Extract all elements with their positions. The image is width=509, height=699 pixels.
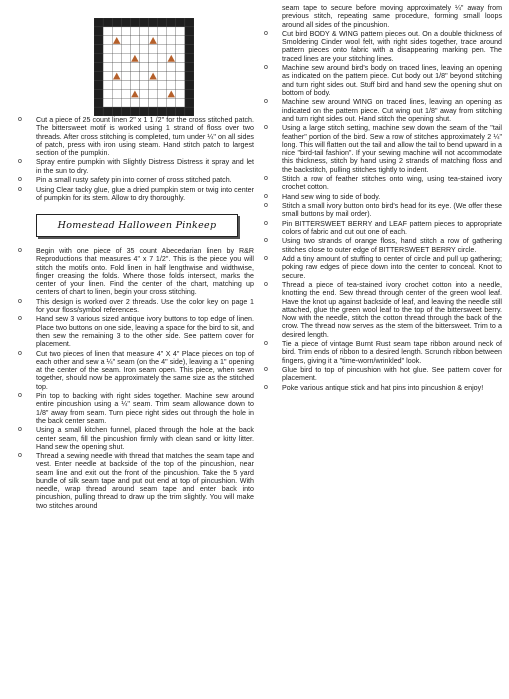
motif-border-cell <box>130 107 139 116</box>
motif-cell <box>149 27 158 36</box>
motif-cell <box>103 89 112 98</box>
motif-cell <box>112 54 121 63</box>
pinkeep-step-item-text: Hand sew 3 various sized antique ivory buttons to top edge of linen. Place two buttons on one side, leaving a space for the bird to sit, and then sew the remaining 3 to the other side. See pattern cover for placement. <box>36 315 254 349</box>
motif-cell <box>176 71 185 80</box>
pumpkin-step-item-text: Spray entire pumpkin with Slightly Distress Distress it spray and let in the sun to dry. <box>36 158 254 175</box>
motif-border-cell <box>121 18 130 27</box>
bird-step-item <box>262 64 502 97</box>
motif-cell <box>158 54 167 63</box>
motif-cell <box>176 80 185 89</box>
motif-border-cell <box>185 98 194 107</box>
motif-cell <box>149 98 158 107</box>
motif-border-cell <box>94 45 103 54</box>
pumpkin-step-item-text: Pin a small rusty safety pin into corner of cross stitched patch. <box>36 176 232 185</box>
motif-cell <box>149 54 158 63</box>
bird-steps-list <box>262 30 502 392</box>
section-title <box>36 214 238 237</box>
bullet-icon: o <box>264 281 268 289</box>
motif-cell <box>103 36 112 45</box>
motif-border-cell <box>149 107 158 116</box>
pumpkin-steps-list <box>16 116 254 202</box>
pinkeep-step-item-text: Begin with one piece of 35 count Abecedarian linen by R&R Reproductions that measures 4" x 7 1/2". This is the piece you will stitch the motifs onto. Fold linen in half lengthwise and widthwise, finger creasing the folds. Where those folds intersect, marks the center of your linen. Find the center of the chart, matching up centers of chart to linen, begin your cross stitching. <box>36 247 254 297</box>
motif-border-cell <box>103 18 112 27</box>
bird-step-item <box>262 30 502 63</box>
motif-border-cell <box>139 18 148 27</box>
motif-cell <box>149 45 158 54</box>
motif-cell <box>139 27 148 36</box>
motif-cell <box>121 71 130 80</box>
pinkeep-step-item <box>16 247 254 297</box>
motif-cell <box>158 45 167 54</box>
motif-cell <box>121 45 130 54</box>
bullet-icon: o <box>18 426 22 434</box>
pinkeep-step-item <box>16 392 254 425</box>
bird-step-item-text: Add a tiny amount of stuffing to center of circle and pull up gathering; poking raw edges of piece down into the center to conceal. Knot to secure. <box>282 255 502 280</box>
motif-cell <box>167 45 176 54</box>
motif-border-cell <box>112 18 121 27</box>
bullet-icon: o <box>18 176 22 184</box>
motif-border-cell <box>176 18 185 27</box>
motif-cell <box>167 27 176 36</box>
motif-cell <box>112 80 121 89</box>
motif-border-cell <box>167 107 176 116</box>
right-column <box>262 4 502 393</box>
bullet-icon: o <box>18 349 22 357</box>
bird-step-item <box>262 366 502 383</box>
motif-cell <box>121 89 130 98</box>
motif-cell <box>158 36 167 45</box>
bullet-icon: o <box>264 340 268 347</box>
bird-step-item <box>262 220 502 237</box>
motif-border-cell <box>158 18 167 27</box>
motif-cell <box>121 63 130 72</box>
motif-cell <box>121 27 130 36</box>
motif-cell <box>167 63 176 72</box>
bird-step-item <box>262 384 502 392</box>
motif-border-cell <box>94 98 103 107</box>
pumpkin-step-item <box>16 176 254 184</box>
bullet-icon: o <box>264 383 268 391</box>
motif-cell <box>112 45 121 54</box>
motif-cell <box>103 98 112 107</box>
motif-cell <box>130 63 139 72</box>
bullet-icon: o <box>18 158 22 166</box>
pumpkin-step-item <box>16 186 254 203</box>
motif-border-cell <box>94 71 103 80</box>
bird-step-item-text: Glue bird to top of pincushion with hot glue. See pattern cover for placement. <box>282 365 502 383</box>
bullet-icon: o <box>264 174 268 182</box>
bird-step-item-text: Poke various antique stick and hat pins into pincushion & enjoy! <box>282 383 484 392</box>
motif-border-cell <box>94 80 103 89</box>
pinkeep-step-item-text: This design is worked over 2 threads. Use the color key on page 1 for your floss/symbol references. <box>36 297 254 314</box>
motif-cell <box>112 27 121 36</box>
motif-cell <box>158 63 167 72</box>
bird-step-item-text: Stitch a row of feather stitches onto wing, using tea-stained ivory crochet cotton. <box>282 174 502 192</box>
pinkeep-step-item <box>16 315 254 348</box>
bullet-icon: o <box>264 202 268 210</box>
motif-cell <box>176 36 185 45</box>
motif-cell <box>149 63 158 72</box>
motif-cell <box>112 89 121 98</box>
motif-border-cell <box>121 107 130 116</box>
motif-cell <box>103 54 112 63</box>
motif-cell <box>158 27 167 36</box>
motif-cell <box>103 27 112 36</box>
motif-border-cell <box>94 89 103 98</box>
motif-cell <box>158 98 167 107</box>
motif-cell <box>167 36 176 45</box>
pumpkin-step-item-text: Using Clear tacky glue, glue a dried pumpkin stem or twig into center of pumpkin for its stem. Allow to dry thoroughly. <box>36 185 254 202</box>
bittersweet-motif-chart <box>94 18 194 116</box>
bullet-icon: o <box>18 116 22 123</box>
motif-cell <box>103 80 112 89</box>
motif-cell <box>130 36 139 45</box>
motif-border-cell <box>94 36 103 45</box>
pinkeep-step-item-text: Using a small kitchen funnel, placed through the hole at the back center seam, fill the pincushion firmly with clean sand or kitty litter. Hand sew the opening shut. <box>36 426 254 451</box>
motif-border-cell <box>176 107 185 116</box>
motif-cell <box>176 98 185 107</box>
bullet-icon: o <box>264 29 268 37</box>
bird-step-item <box>262 340 502 365</box>
motif-cell <box>139 80 148 89</box>
bird-step-item-text: Pin BITTERSWEET BERRY and LEAF pattern pieces to appropriate colors of fabric and cut out one of each. <box>282 219 502 236</box>
bullet-icon: o <box>264 64 268 72</box>
bullet-icon: o <box>264 255 268 263</box>
motif-cell <box>139 71 148 80</box>
motif-border-cell <box>149 18 158 27</box>
pinkeep-step-item <box>16 298 254 315</box>
motif-cell <box>176 45 185 54</box>
motif-cell <box>139 89 148 98</box>
motif-cell <box>121 36 130 45</box>
motif-cell <box>130 45 139 54</box>
bird-step-item-text: Stitch a small ivory button onto bird's head for its eye. (We offer these small buttons by mail order). <box>282 202 502 219</box>
motif-border-cell <box>185 63 194 72</box>
left-column <box>16 18 254 511</box>
bird-step-item <box>262 98 502 123</box>
motif-cell <box>121 98 130 107</box>
motif-border-cell <box>167 18 176 27</box>
bird-step-item-text: Using a large stitch setting, machine sew down the seam of the "tail feather" portion of the bird. Sew a row of stitches approximately 2 ¼" long. This will flatten out the tail and allow the tail to bend upward in a nice "bird-tail fashion". If your sewing machine will not accommodate this thickness, stitch by hand using 2 strands of matching floss and the backstitch, pulling stitches tightly to indent. <box>282 124 502 174</box>
motif-border-cell <box>139 107 148 116</box>
pinkeep-step-item-text: Cut two pieces of linen that measure 4" X 4" Place pieces on top of each other and sew a ¼" seam (on the 4" side), leaving a 1" opening at the center of the seam. Iron seam open. This piece, when sewn together, should now be approximately the same size as the stitched top. <box>36 349 254 391</box>
motif-border-cell <box>103 107 112 116</box>
motif-cell <box>103 71 112 80</box>
motif-border-cell <box>185 27 194 36</box>
motif-border-cell <box>185 18 194 27</box>
bird-step-item <box>262 175 502 192</box>
motif-cell <box>149 89 158 98</box>
motif-cell <box>121 80 130 89</box>
motif-border-cell <box>185 89 194 98</box>
motif-cell <box>176 27 185 36</box>
motif-cell <box>158 80 167 89</box>
motif-cell <box>149 80 158 89</box>
pinkeep-steps-list <box>16 247 254 510</box>
bird-step-item-text: Thread a piece of tea-stained ivory crochet cotton into a needle, knotting the end. Sew thread through center of the green wool leaf. Have the knot up against backside of leaf, and leaving the needle still attached, glue the green wool leaf to the top of the bittersweet berry. Now with the needle, stitch the cotton thread through the back of the crow. The thread now serves as the stem of the bittersweet. Trim to a desired length. <box>282 281 502 339</box>
motif-cell <box>130 80 139 89</box>
motif-cell <box>112 98 121 107</box>
motif-cell <box>112 63 121 72</box>
pinkeep-step-item-text: Pin top to backing with right sides together. Machine sew around entire pincushion using a ¼" seam. Trim seam allowance down to 1/8" away from seam. Turn piece right sides out through the hole in the back center seam. <box>36 392 254 425</box>
pumpkin-step-item-text: Cut a piece of 25 count linen 2" x 1 1 /2" for the cross stitched patch. The bittersweet motif is worked using 1 strand of floss over two threads. After cross stitching is completed, turn under ¼" on all sides of patch, press with iron using steam. Hand stitch patch to largest section of the pumpkin. <box>36 116 254 157</box>
bullet-icon: o <box>18 452 22 460</box>
motif-border-cell <box>185 80 194 89</box>
motif-cell <box>121 54 130 63</box>
section-title-text: Homestead Halloween Pinkeep <box>57 220 217 232</box>
bullet-icon: o <box>18 392 22 400</box>
motif-cell <box>139 63 148 72</box>
motif-cell <box>139 36 148 45</box>
motif-cell <box>139 98 148 107</box>
bird-step-item-text: Machine sew around WING on traced lines, leaving an opening as indicated on the pattern piece. Cut wing out 1/8" away from stitching and turn right sides out. Hand stitch the opening shut. <box>282 98 502 123</box>
bird-step-item <box>262 202 502 219</box>
bird-step-item <box>262 193 502 201</box>
motif-cell <box>158 89 167 98</box>
motif-cell <box>130 98 139 107</box>
motif-border-cell <box>94 18 103 27</box>
motif-cell <box>139 45 148 54</box>
continued-text: seam tape to secure before moving approximately ¼" away from previous stitch, repeating same procedure, forming small loops around all sides of the pincushion. <box>282 4 502 29</box>
bullet-icon: o <box>264 98 268 106</box>
pinkeep-step-item <box>16 426 254 451</box>
motif-border-cell <box>158 107 167 116</box>
motif-border-cell <box>185 54 194 63</box>
bullet-icon: o <box>264 365 268 373</box>
motif-cell <box>103 45 112 54</box>
bird-step-item-text: Cut bird BODY & WING pattern pieces out. On a double thickness of Smoldering Cinder wool felt, with right sides together, trace around pattern pieces onto fabric with a disappearing marking pen. The traced lines are your stitching lines. <box>282 29 502 63</box>
motif-border-cell <box>94 63 103 72</box>
motif-cell <box>176 63 185 72</box>
motif-cell <box>167 71 176 80</box>
motif-border-cell <box>94 54 103 63</box>
bullet-icon: o <box>264 124 268 132</box>
motif-cell <box>130 27 139 36</box>
motif-border-cell <box>185 36 194 45</box>
motif-cell <box>130 71 139 80</box>
bullet-icon: o <box>264 219 268 227</box>
pumpkin-step-item <box>16 158 254 175</box>
bullet-icon: o <box>18 247 22 255</box>
bird-step-item-text: Tie a piece of vintage Burnt Rust seam tape ribbon around neck of bird. Trim ends of ribbon to a desired length. Scrunch ribbon between fingers, giving it a "time-worn/wrinkled" look. <box>282 340 502 365</box>
bird-step-item-text: Hand sew wing to side of body. <box>282 192 381 201</box>
motif-border-cell <box>130 18 139 27</box>
bird-step-item-text: Machine sew around bird's body on traced lines, leaving an opening as indicated on the pattern piece. Cut body out 1/8" beyond stitching and turn right sides out. Stuff bird and hand sew the opening shut on bottom of body. <box>282 64 502 97</box>
bird-step-item <box>262 281 502 339</box>
motif-border-cell <box>94 27 103 36</box>
motif-cell <box>176 89 185 98</box>
motif-cell <box>158 71 167 80</box>
pinkeep-step-item <box>16 350 254 391</box>
motif-border-cell <box>185 45 194 54</box>
bird-step-item <box>262 124 502 174</box>
motif-cell <box>139 54 148 63</box>
motif-cell <box>176 54 185 63</box>
motif-border-cell <box>112 107 121 116</box>
pinkeep-step-item <box>16 452 254 510</box>
motif-border-cell <box>185 71 194 80</box>
bird-step-item <box>262 237 502 254</box>
bullet-icon: o <box>264 237 268 245</box>
bullet-icon: o <box>18 297 22 305</box>
bird-step-item <box>262 255 502 280</box>
motif-cell <box>167 80 176 89</box>
bullet-icon: o <box>18 315 22 323</box>
pumpkin-step-item <box>16 116 254 157</box>
bullet-icon: o <box>18 185 22 193</box>
pinkeep-step-item-text: Thread a sewing needle with thread that matches the seam tape and vest. Enter needle at backside of the top of the pincushion, near seam line and exit out the front of the pincushion. Take the 5 yard bundle of silk seam tape and put out end at top of pincushion. With needle, wrap thread around seam tape and enter back into pincushion, pulling thread to draw up the trim slightly. You will make two stitches around <box>36 452 254 510</box>
motif-border-cell <box>185 107 194 116</box>
motif-cell <box>167 98 176 107</box>
bullet-icon: o <box>264 192 268 200</box>
motif-grid <box>94 18 194 116</box>
bird-step-item-text: Using two strands of orange floss, hand stitch a row of gathering stitches close to outer edge of BITTERSWEET BERRY circle. <box>282 237 502 254</box>
motif-border-cell <box>94 107 103 116</box>
motif-cell <box>103 63 112 72</box>
